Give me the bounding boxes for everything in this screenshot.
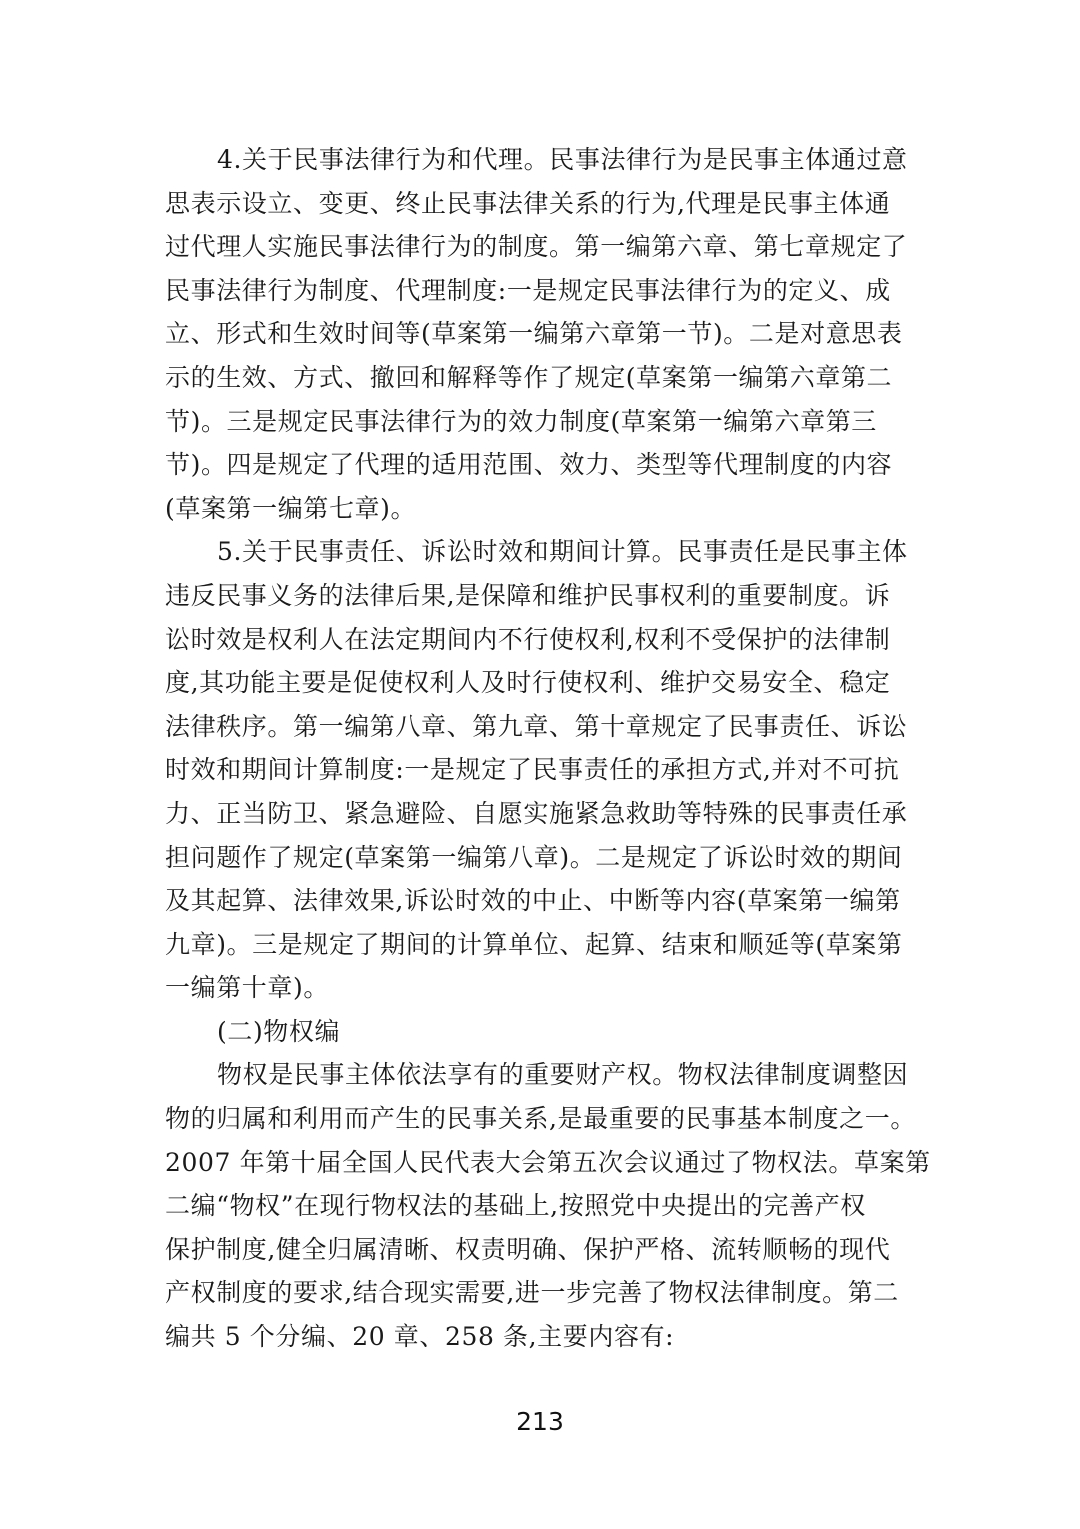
text-line: 立、形式和生效时间等(草案第一编第六章第一节)。二是对意思表 (165, 319, 903, 349)
section-heading: (二)物权编 (217, 1016, 341, 1046)
text-line: 时效和期间计算制度:一是规定了民事责任的承担方式,并对不可抗 (165, 755, 900, 785)
page-number: 213 (516, 1407, 564, 1436)
text-line: 法律秩序。第一编第八章、第九章、第十章规定了民事责任、诉讼 (165, 711, 908, 741)
section-heading-real-rights (165, 1010, 910, 1054)
text-line: 产权制度的要求,结合现实需要,进一步完善了物权法律制度。第二 (165, 1278, 899, 1308)
text-line: 保护制度,健全归属清晰、权责明确、保护严格、流转顺畅的现代 (165, 1234, 891, 1264)
text-line: 示的生效、方式、撤回和解释等作了规定(草案第一编第六章第二 (165, 362, 893, 392)
text-line: 过代理人实施民事法律行为的制度。第一编第六章、第七章规定了 (165, 232, 908, 262)
text-line: 5.关于民事责任、诉讼时效和期间计算。民事责任是民事主体 (217, 537, 908, 567)
paragraph-civil-juristic-acts (165, 138, 910, 530)
text-line: 及其起算、法律效果,诉讼时效的中止、中断等内容(草案第一编第 (165, 886, 901, 916)
text-line: 节)。四是规定了代理的适用范围、效力、类型等代理制度的内容 (165, 450, 893, 480)
text-line: 担问题作了规定(草案第一编第八章)。二是规定了诉讼时效的期间 (165, 842, 903, 872)
text-line: 思表示设立、变更、终止民事法律关系的行为,代理是民事主体通 (165, 188, 891, 218)
paragraph-real-rights (165, 1053, 931, 1358)
text-line: 编共 5 个分编、20 章、258 条,主要内容有: (165, 1322, 675, 1352)
text-line: 2007 年第十届全国人民代表大会第五次会议通过了物权法。草案第 (165, 1147, 931, 1177)
text-line: 讼时效是权利人在法定期间内不行使权利,权利不受保护的法律制 (165, 624, 891, 654)
text-line: 物的归属和利用而产生的民事关系,是最重要的民事基本制度之一。 (165, 1104, 916, 1134)
text-line: 物权是民事主体依法享有的重要财产权。物权法律制度调整因 (217, 1060, 909, 1090)
text-line: 4.关于民事法律行为和代理。民事法律行为是民事主体通过意 (217, 145, 908, 174)
text-line: 节)。三是规定民事法律行为的效力制度(草案第一编第六章第三 (165, 406, 877, 436)
text-line: 违反民事义务的法律后果,是保障和维护民事权利的重要制度。诉 (165, 580, 891, 610)
paragraph-civil-liability (165, 530, 910, 1010)
text-line: 二编“物权”在现行物权法的基础上,按照党中央提出的完善产权 (165, 1191, 866, 1221)
body-text (165, 138, 931, 1359)
text-line: 民事法律行为制度、代理制度:一是规定民事法律行为的定义、成 (165, 275, 891, 305)
text-line: (草案第一编第七章)。 (165, 493, 417, 523)
text-line: 一编第十章)。 (165, 973, 329, 1003)
text-line: 力、正当防卫、紧急避险、自愿实施紧急救助等特殊的民事责任承 (165, 798, 908, 828)
text-line: 度,其功能主要是促使权利人及时行使权利、维护交易安全、稳定 (165, 668, 891, 698)
text-line: 九章)。三是规定了期间的计算单位、起算、结束和顺延等(草案第 (165, 929, 903, 959)
